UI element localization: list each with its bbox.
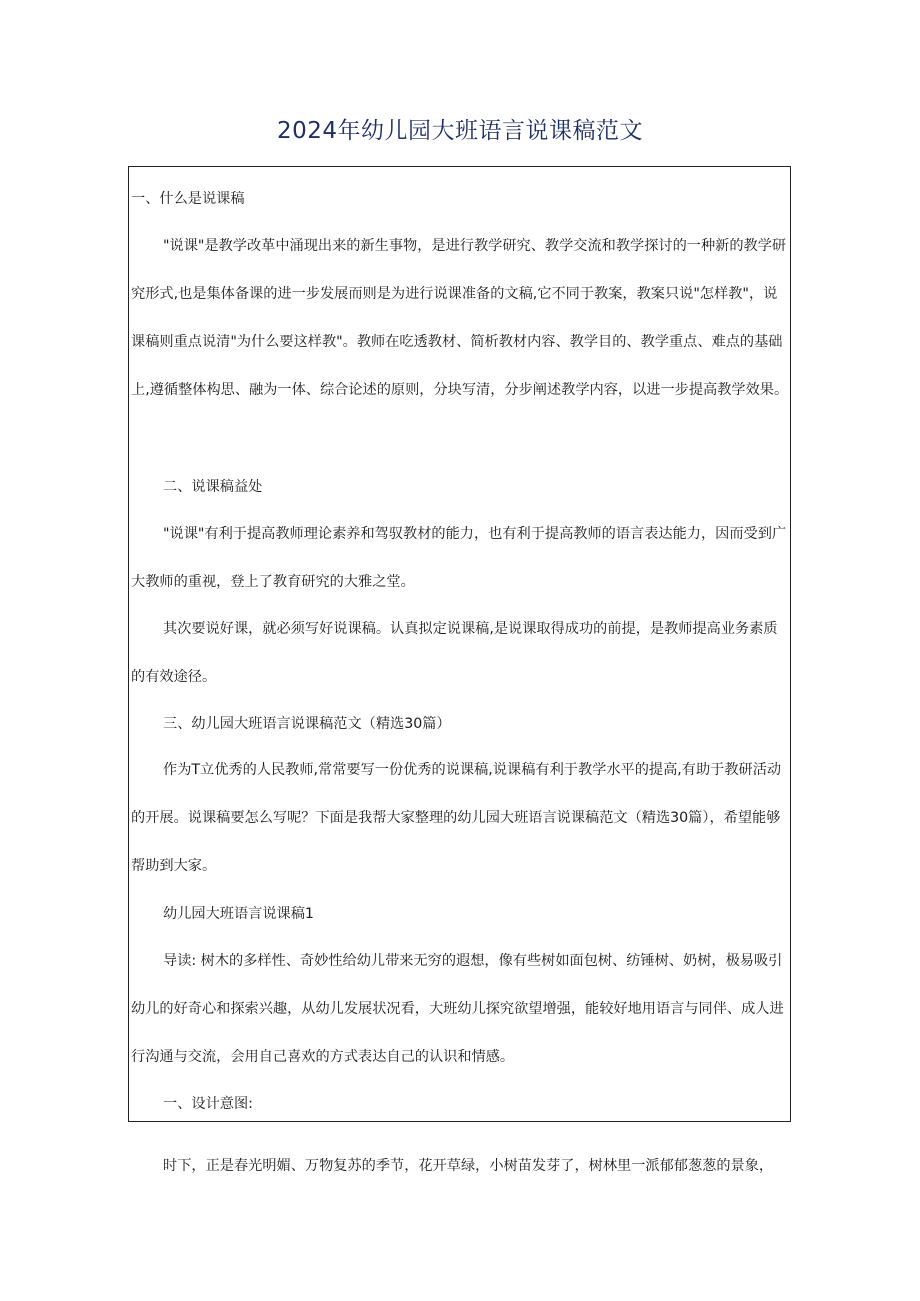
heading-design-intent: 一、设计意图:	[163, 1096, 253, 1112]
document-title: 2024年幼儿园大班语言说课稿范文	[276, 118, 644, 144]
heading-lesson-1: 幼儿园大班语言说课稿1	[163, 906, 314, 922]
paragraph-definition: "说课"是教学改革中涌现出来的新生事物，是进行教学研究、教学交流和教学探讨的一种新的教学研究形式,也是集体备课的进一步发展而则是为进行说课准备的文稿,它不同于教案，教案只说"怎样教"，说课稿则重点说清"为什么要这样教"。教师在吃透教材、简析教材内容、教学目的、教学重点、难点的基础上,遵循整体构思、融为一体、综合论述的原则，分块写清，分步阐述教学内容，以进一步提高教学效果。	[131, 238, 789, 398]
heading-examples: 三、幼儿园大班语言说课稿范文（精选30篇）	[163, 716, 451, 732]
paragraph-secondly: 其次要说好课，就必须写好说课稿。认真拟定说课稿,是说课取得成功的前提，是教师提高业务素质的有效途径。	[131, 621, 778, 685]
paragraph-benefits: "说课"有利于提高教师理论素养和驾驭教材的能力，也有利于提高教师的语言表达能力，因而受到广大教师的重视，登上了教育研究的大雅之堂。	[131, 526, 787, 590]
paragraph-season: 时下，正是春光明媚、万物复苏的季节，花开草绿，小树苗发芽了，树林里一派郁郁葱葱的景象，	[163, 1158, 774, 1174]
paragraph-guide: 导读: 树木的多样性、奇妙性给幼儿带来无穷的遐想，像有些树如面包树、纺锤树、奶树，极易吸引幼儿的好奇心和探索兴趣，从幼儿发展状况看，大班幼儿探究欲望增强，能较好地用语言与同伴、成人进行沟通与交流，会用自己喜欢的方式表达自己的认识和情感。	[131, 953, 784, 1065]
heading-benefits: 二、说课稿益处	[163, 479, 263, 495]
paragraph-intro: 作为T立优秀的人民教师,常常要写一份优秀的说课稿,说课稿有利于教学水平的提高,有助于教研活动的开展。说课稿要怎么写呢？下面是我帮大家整理的幼儿园大班语言说课稿范文（精选30篇），希望能够帮助到大家。	[131, 762, 782, 874]
heading-what-is: 一、什么是说课稿	[131, 191, 245, 207]
